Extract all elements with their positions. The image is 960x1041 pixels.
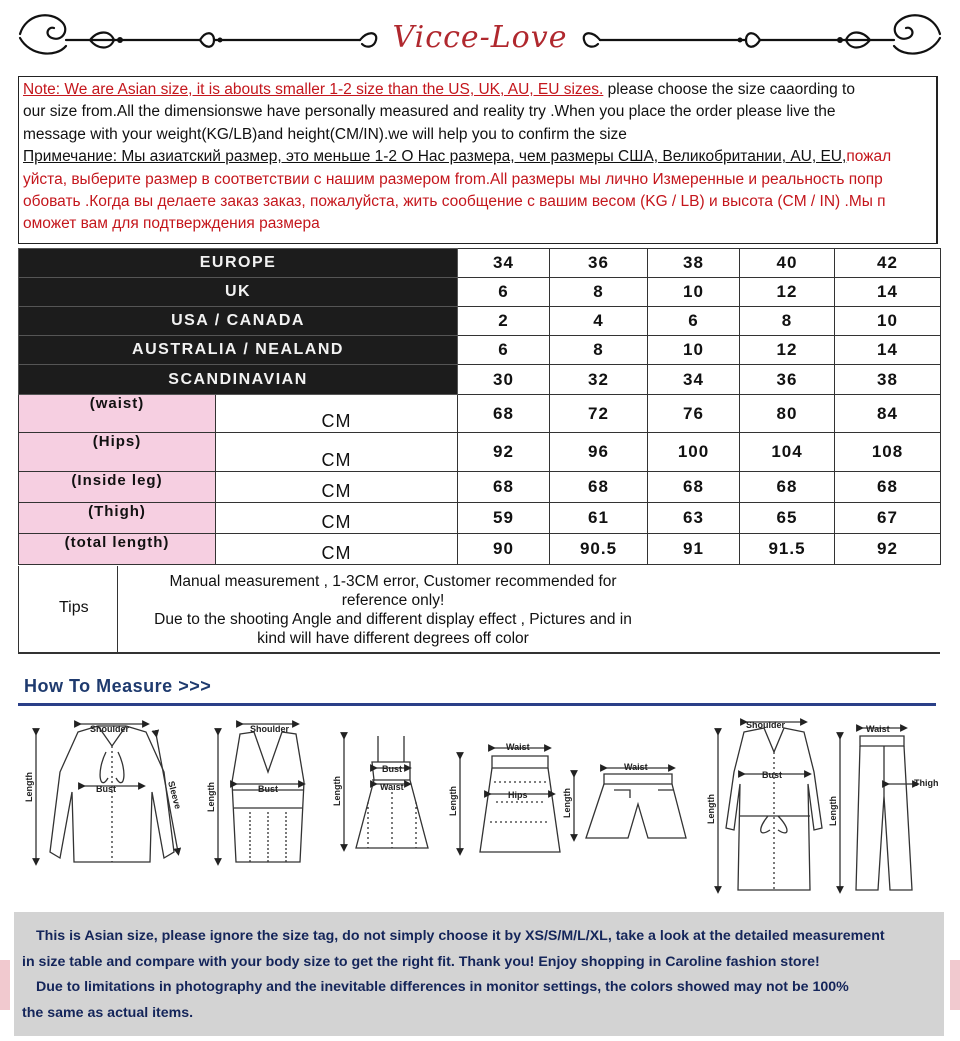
measure-cell: 68 xyxy=(458,472,550,503)
measure-cell: 92 xyxy=(458,433,550,472)
how-to-measure-title: How To Measure >>> xyxy=(24,676,212,696)
trench-dress-diagram-icon xyxy=(718,722,822,890)
bust-label: Bust xyxy=(762,770,782,780)
size-cell: 38 xyxy=(648,249,740,278)
measure-cell: 61 xyxy=(550,503,648,534)
size-cell: 12 xyxy=(740,336,835,365)
notice-line-1-rest: please choose the size caaording to xyxy=(603,81,855,98)
decor-strip-left xyxy=(0,960,10,1010)
size-cell: 10 xyxy=(648,278,740,307)
size-cell: 10 xyxy=(648,336,740,365)
size-cell: 12 xyxy=(740,278,835,307)
size-cell: 8 xyxy=(550,278,648,307)
notice-ru-line-4: оможет вам для подтверждения размера xyxy=(23,215,320,233)
measure-row-inside-leg xyxy=(19,472,941,503)
measure-cell: 90.5 xyxy=(550,534,648,565)
size-cell: 34 xyxy=(458,249,550,278)
shorts-diagram-icon xyxy=(574,768,686,838)
skirt-diagram-icon xyxy=(460,748,560,852)
tips-text xyxy=(123,572,663,648)
brand-header xyxy=(0,0,960,74)
size-cell: 6 xyxy=(648,307,740,336)
notice-ru-red-start: пожал xyxy=(846,148,892,166)
tips-divider xyxy=(117,566,118,652)
measure-unit: CM xyxy=(216,472,458,503)
sleeve-label: Sleeve xyxy=(166,779,184,811)
region-label: EUROPE xyxy=(19,249,458,278)
tips-line-2: reference only! xyxy=(341,592,445,609)
waist-label: Waist xyxy=(624,762,648,772)
brand-name: Vicce-Love xyxy=(392,20,568,55)
region-row-uk xyxy=(19,278,941,307)
measure-cell: 104 xyxy=(740,433,835,472)
measure-cell: 100 xyxy=(648,433,740,472)
measure-label: (waist) xyxy=(19,395,216,433)
waist-label: Waist xyxy=(506,742,530,752)
region-row-usa-canada xyxy=(19,307,941,336)
notice-ru-line-2: уйста, выберите размер в соответствии с нашим размером from.All размеры мы лично Измеренные и реальность попр xyxy=(23,170,883,188)
measure-label: (total length) xyxy=(19,534,216,565)
length-label: Length xyxy=(562,788,572,818)
shoulder-label: Shoulder xyxy=(90,724,130,734)
bust-label: Bust xyxy=(258,784,278,794)
measure-label: (Inside leg) xyxy=(19,472,216,503)
size-notice xyxy=(18,76,938,244)
slip-dress-diagram-icon xyxy=(344,736,428,848)
measure-unit: CM xyxy=(216,503,458,534)
region-row-europe xyxy=(19,249,941,278)
size-cell: 40 xyxy=(740,249,835,278)
notice-ru-line-1 xyxy=(23,146,932,168)
measure-cell: 68 xyxy=(550,472,648,503)
size-cell: 14 xyxy=(835,278,941,307)
region-label: USA / CANADA xyxy=(19,307,458,336)
length-label: Length xyxy=(24,772,34,802)
length-label: Length xyxy=(706,794,716,824)
shoulder-label: Shoulder xyxy=(250,724,290,734)
measure-cell: 63 xyxy=(648,503,740,534)
notice-line-2: our size from.All the dimensionswe have personally measured and reality try .When you place the order please live the xyxy=(23,103,836,121)
size-cell: 8 xyxy=(550,336,648,365)
notice-ru-line-3: обовать .Когда вы делаете заказ заказ, пожалуйста, жить сообщение с вашим весом (KG / LB) и высота (CM / IN) .Мы п xyxy=(23,193,886,211)
decor-strip-right xyxy=(950,960,960,1010)
size-cell: 6 xyxy=(458,336,550,365)
measure-unit: CM xyxy=(216,433,458,472)
notice-line-1 xyxy=(23,79,932,101)
length-label: Length xyxy=(828,796,838,826)
size-cell: 8 xyxy=(740,307,835,336)
section-divider xyxy=(18,703,936,706)
notice-ru-black: Примечание: Мы азиатский размер, это меньше 1-2 О Нас размера, чем размеры США, Великобритании, AU, EU, xyxy=(23,148,847,166)
hips-label: Hips xyxy=(508,790,528,800)
shoulder-label: Shoulder xyxy=(746,720,786,730)
bust-label: Bust xyxy=(382,764,402,774)
measure-cell: 65 xyxy=(740,503,835,534)
size-cell: 14 xyxy=(835,336,941,365)
measure-cell: 59 xyxy=(458,503,550,534)
measure-cell: 72 xyxy=(550,395,648,433)
tips-box xyxy=(18,566,940,654)
tips-line-4: kind will have different degrees off color xyxy=(257,630,529,647)
note-line-3: Due to limitations in photography and the inevitable differences in monitor settings, the colors showed may not be 100% xyxy=(36,979,849,995)
measure-cell: 80 xyxy=(740,395,835,433)
region-row-australia xyxy=(19,336,941,365)
measure-cell: 68 xyxy=(740,472,835,503)
asian-size-note xyxy=(14,912,944,1036)
size-cell: 10 xyxy=(835,307,941,336)
tips-line-3: Due to the shooting Angle and different display effect , Pictures and in xyxy=(154,611,632,628)
size-cell: 30 xyxy=(458,365,550,395)
measure-cell: 91 xyxy=(648,534,740,565)
tips-line-1: Manual measurement , 1-3CM error, Customer recommended for xyxy=(169,573,617,590)
size-cell: 38 xyxy=(835,365,941,395)
tips-label: Tips xyxy=(59,599,89,616)
length-label: Length xyxy=(448,786,458,816)
region-label: UK xyxy=(19,278,458,307)
size-cell: 42 xyxy=(835,249,941,278)
notice-warning: Note: We are Asian size, it is abouts smaller 1-2 size than the US, UK, AU, EU sizes. xyxy=(23,81,604,98)
size-chart-table xyxy=(18,248,941,565)
length-label: Length xyxy=(332,776,342,806)
size-cell: 6 xyxy=(458,278,550,307)
measure-row-total-length xyxy=(19,534,941,565)
measure-cell: 68 xyxy=(648,472,740,503)
note-line-1: This is Asian size, please ignore the size tag, do not simply choose it by XS/S/M/L/XL, take a look at the detailed measurement xyxy=(36,928,885,944)
length-label: Length xyxy=(206,782,216,812)
waist-label: Waist xyxy=(380,782,404,792)
trousers-diagram-icon xyxy=(840,728,916,890)
measure-cell: 67 xyxy=(835,503,941,534)
measure-cell: 68 xyxy=(835,472,941,503)
measure-cell: 90 xyxy=(458,534,550,565)
measure-unit: CM xyxy=(216,534,458,565)
measurement-diagrams xyxy=(18,712,938,902)
region-label: AUSTRALIA / NEALAND xyxy=(19,336,458,365)
measure-label: (Hips) xyxy=(19,433,216,472)
measure-cell: 68 xyxy=(458,395,550,433)
size-cell: 36 xyxy=(550,249,648,278)
size-cell: 2 xyxy=(458,307,550,336)
measure-row-thigh xyxy=(19,503,941,534)
measure-row-waist xyxy=(19,395,941,433)
measure-label: (Thigh) xyxy=(19,503,216,534)
size-cell: 36 xyxy=(740,365,835,395)
region-row-scandinavian xyxy=(19,365,941,395)
notice-line-3: message with your weight(KG/LB)and height(CM/IN).we will help you to confirm the size xyxy=(23,125,627,143)
note-line-2: in size table and compare with your body size to get the right fit. Thank you! Enjoy shopping in Caroline fashion store! xyxy=(22,953,820,970)
measure-cell: 92 xyxy=(835,534,941,565)
region-label: SCANDINAVIAN xyxy=(19,365,458,395)
measure-cell: 91.5 xyxy=(740,534,835,565)
size-cell: 4 xyxy=(550,307,648,336)
measure-row-hips xyxy=(19,433,941,472)
size-cell: 32 xyxy=(550,365,648,395)
note-line-4: the same as actual items. xyxy=(22,1004,194,1021)
size-cell: 34 xyxy=(648,365,740,395)
thigh-label: Thigh xyxy=(914,778,938,788)
measure-cell: 76 xyxy=(648,395,740,433)
measure-cell: 96 xyxy=(550,433,648,472)
waist-label: Waist xyxy=(866,724,890,734)
measure-unit: CM xyxy=(216,395,458,433)
measure-cell: 108 xyxy=(835,433,941,472)
bust-label: Bust xyxy=(96,784,116,794)
measure-cell: 84 xyxy=(835,395,941,433)
